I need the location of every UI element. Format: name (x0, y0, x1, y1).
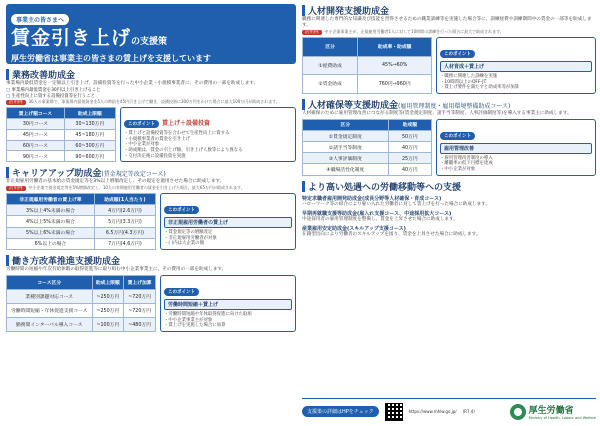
point-item: ・ 中小企業が対象 (440, 167, 592, 173)
point-title: 非正規雇用労働者の賃上げ (164, 217, 292, 228)
section-bar (302, 99, 305, 110)
section-bar (302, 181, 305, 192)
career-heading (6, 166, 296, 179)
jinzai-example (302, 29, 596, 35)
table-cell: ①経費助成 (303, 56, 358, 75)
table-row (303, 56, 432, 75)
gyomu-row (6, 107, 296, 162)
point-label: このポイント (164, 206, 199, 214)
kakuho-point-box (436, 119, 596, 176)
table-header: 区分 (303, 119, 389, 130)
table-cell: 45円コース (7, 129, 65, 140)
kakuho-point-list (440, 156, 592, 173)
table-row (7, 289, 156, 303)
point-item: ・ 賃金規定等の増額改定 (164, 230, 292, 236)
table-row (303, 153, 432, 164)
table-cell: ~100万円 (92, 317, 124, 331)
gyomu-checklist (6, 88, 296, 99)
table-row (7, 118, 116, 129)
point-item: ・ 助成額は、賃金の引上げ額、引き上げ人数等により異なる (124, 148, 292, 154)
section-bar (6, 69, 9, 80)
table-cell: 40万円 (388, 142, 431, 153)
career-example-text: 中小企業で賃金規定等を5%増額改定し、10人の有期雇用労働者の賃金を引き上げた場合、最大65万円が助成されます。 (28, 185, 245, 191)
yori-item-heading: 特定求職者雇用開発助成金(成長分野等人材確保・育成コース) (302, 195, 442, 202)
jinzai-desc: 職務に関連した専門的な知識及び技能を習得させるための職業訓練等を実施した場合等に、訓練経費や訓練期間中の賃金の一部等を助成します。 (302, 17, 592, 28)
hataraki-row (6, 275, 296, 332)
table-row (303, 130, 432, 141)
table-row (7, 317, 156, 331)
point-title: 雇用管理改善 (440, 143, 592, 154)
gyomu-example (6, 99, 296, 105)
kakuho-desc: 人材確保のために雇用管理改善につながる制度等(賃金規定制度、諸手当等制度、人事評価制度等)を導入する事業主に助成します。 (302, 110, 572, 116)
yori-item (302, 225, 596, 238)
jinzai-point-list (440, 74, 592, 91)
table-cell: 60~300万円 (64, 140, 115, 151)
point-item: ・ 離職率の低下目標を達成 (440, 161, 592, 167)
table-cell: 5万円(3.3万円) (94, 216, 155, 227)
point-item: ・ 小規模事業者の賃金を引き上げ (124, 137, 292, 143)
table-cell: 4万円(2.6万円) (94, 205, 155, 216)
table-header: 賃上げ額コース (7, 108, 65, 119)
table-cell: 90~600万円 (64, 151, 115, 162)
table-cell: ①賃金規定制度 (303, 130, 389, 141)
table-cell: ~250万円 (92, 289, 124, 303)
jinzai-row (302, 37, 596, 94)
jinzai-example-text: 中小企業事業主が、正規雇用労働者1人に対して10時間の訓練を行った場合に最大で助成されます。 (324, 29, 504, 34)
kakuho-heading (302, 98, 596, 111)
table-cell: ~720万円 (124, 289, 156, 303)
point-title: 労働時間短縮＋賃上げ (164, 299, 292, 310)
yori-item-text: 中途採用者の雇用管理制度を整備し、賃金を上昇させた場合に助成します。 (302, 216, 458, 222)
yori-item-heading: 産業雇用安定助成金(スキルアップ支援コース) (302, 225, 406, 232)
kakuho-title-suffix: (雇用管理制度・雇用環境整備助成コース) (398, 102, 511, 110)
table-cell: 45%→60% (358, 56, 432, 75)
point-item: ・ 中小企業が対象 (124, 142, 292, 148)
table-row (7, 129, 116, 140)
gyomu-point-box (120, 107, 296, 162)
mhlw-logo-icon (510, 404, 526, 420)
gyomu-title: 業務改善助成金 (12, 71, 76, 81)
table-cell: 50万円 (388, 130, 431, 141)
table-header: 助成率・助成額 (358, 38, 432, 57)
table-cell: 30~130万円 (64, 118, 115, 129)
hataraki-title: 働き方改革推進支援助成金 (12, 256, 121, 267)
example-tag: 活用例 (6, 100, 26, 105)
kakuho-title (308, 98, 510, 111)
logo-text-group (529, 403, 596, 420)
career-title (12, 166, 166, 179)
point-item: ・ ( )内は大企業の額 (164, 241, 292, 247)
table-header: 助成額 (388, 119, 431, 130)
logo-text: 厚生労働省 (528, 406, 574, 416)
jinzai-heading (302, 4, 596, 17)
logo-subtext: Ministry of Health, Labour and Welfare (528, 416, 596, 420)
table-row (7, 238, 156, 249)
section-bar (302, 5, 305, 16)
table-cell: 25万円 (388, 153, 431, 164)
table-cell: 労働時間短縮・年休促進支援コース (7, 303, 93, 317)
table-row (7, 216, 156, 227)
table-cell: 勤務間インターバル導入コース (7, 317, 93, 331)
table-row (303, 142, 432, 153)
point-item: ・ 賃上げ要件を満たすと助成率等が加算 (440, 85, 592, 91)
details-link-button[interactable]: 支援策の詳細はHPをチェック (302, 406, 379, 417)
table-cell: 5%以上6%未満の場合 (7, 227, 95, 238)
section-bar (6, 167, 9, 178)
table-cell: ~480万円 (124, 317, 156, 331)
hero-banner (6, 4, 296, 64)
footer (302, 398, 596, 424)
hataraki-point-box (160, 275, 296, 332)
table-row (7, 205, 156, 216)
table-cell: 3%以上4%未満の場合 (7, 205, 95, 216)
kakuho-table (302, 119, 432, 176)
table-cell: 90円コース (7, 151, 65, 162)
yori-item (302, 195, 596, 208)
hero-subtitle: 厚生労働省は事業主の皆さまの賃上げを支援しています (11, 54, 211, 63)
table-header: 助成上限額 (92, 275, 124, 289)
section-bar (6, 255, 9, 266)
table-cell: 30円コース (7, 118, 65, 129)
mhlw-logo (510, 403, 596, 420)
career-row (6, 193, 296, 250)
left-column (6, 4, 296, 422)
hataraki-desc: 労働時間の短縮や年次有給休暇の取得促進等に取り組む中小企業事業主に、その費用の一部を助成します。 (6, 266, 227, 272)
gyomu-heading (6, 68, 296, 81)
table-row (7, 227, 156, 238)
yori-heading (302, 180, 596, 193)
gyomu-desc: 事業場内最低賃金を一定額以上引き上げ、設備投資等を行った中小企業・小規模事業者に、その費用の一部を助成します。 (6, 81, 259, 86)
table-cell: ~720万円 (124, 303, 156, 317)
career-desc: 非正規雇用労働者の基本給の賃金規定等を3%以上増額改定し、その規定を適用させた場合に助成します。 (6, 179, 225, 185)
career-title-suffix: (賃金規定等改定コース) (101, 171, 166, 179)
hero-tag: 事業主の皆さまへ (11, 14, 69, 25)
table-cell: 760円→960円 (358, 75, 432, 94)
yori-item-heading: 早期再就職支援等助成金(雇入れ支援コース、中途採用拡大コース) (302, 210, 452, 217)
career-title-main: キャリアアップ助成金 (12, 169, 102, 180)
hero-title-main: 賃金引き上げ (11, 27, 132, 49)
kakuho-title-main: 人材確保等支援助成金 (308, 100, 399, 111)
career-point-list (164, 230, 292, 247)
point-item: ・ 雇用管理改善制度の導入 (440, 156, 592, 162)
gyomu-check-item: □ 生産性向上に資する設備投資等を行うこと (6, 94, 296, 100)
gyomu-example-text: 30人の事業場で、事業場内最低賃金を5人の時給を45円引き上げて働き、設備投資に300万円をかけた場合に最大100万円が助成されます。 (28, 99, 280, 105)
yori-title: より高い処遇への労働移動等への支援 (308, 182, 462, 193)
kakuho-row (302, 119, 596, 176)
point-item: ・ 非正規雇用労働者が対象 (164, 236, 292, 242)
yori-item (302, 210, 596, 223)
table-row (7, 303, 156, 317)
career-point-box (160, 193, 296, 250)
career-example (6, 185, 296, 191)
table-cell: 7万円(4.6万円) (94, 238, 155, 249)
table-header-row (303, 38, 432, 57)
yori-list (302, 195, 596, 238)
table-cell: 40万円 (388, 164, 431, 175)
point-label: このポイント (440, 132, 475, 140)
point-item: ・ 賃上げを実施した場合に加算 (164, 323, 292, 329)
table-header: 非正規雇用労働者の賃上げ率 (7, 194, 95, 205)
table-cell: 業種別課題対応コース (7, 289, 93, 303)
yori-item-text: 在籍型出向により労働者のスキルアップを図り、賃金を上昇させた場合に助成します。 (302, 231, 481, 237)
point-title: 人材育成＋賃上げ (440, 61, 592, 72)
point-label: このポイント (124, 120, 159, 128)
table-cell: 6.5万円(4.3万円) (94, 227, 155, 238)
table-header-row (303, 119, 432, 130)
table-header-row (7, 194, 156, 205)
table-header: 区分 (303, 38, 358, 57)
gyomu-point-list (124, 131, 292, 159)
example-tag: 活用例 (302, 30, 322, 35)
point-item: ・ 交付決定後に設備投資を実施 (124, 154, 292, 160)
table-row (303, 164, 432, 175)
footer-url[interactable]: https://www.mhlw.go.jp/ (408, 409, 457, 414)
point-item: ・ 職務に関連した訓練を実施 (440, 74, 592, 80)
table-cell: ②賃金助成 (303, 75, 358, 94)
point-item: ・ 10時間以上のOFF-JT (440, 80, 592, 86)
point-label: このポイント (164, 288, 199, 296)
jinzai-point-box (436, 37, 596, 94)
jinzai-table (302, 37, 432, 94)
table-header-row (7, 275, 156, 289)
yori-item-text: ハローワーク等の紹介により雇い入れた労働者に対して賃上げを行った場合に助成します。 (302, 201, 490, 207)
hero-title (11, 27, 291, 53)
table-cell: ②諸手当等制度 (303, 142, 389, 153)
point-label: このポイント (440, 50, 475, 58)
example-tag: 活用例 (6, 186, 26, 191)
footer-date: (R7.4) (462, 409, 475, 414)
gyomu-table (6, 107, 116, 162)
table-cell: 6%以上の場合 (7, 238, 95, 249)
table-cell: 4%以上5%未満の場合 (7, 216, 95, 227)
table-cell: ③人事評価制度 (303, 153, 389, 164)
jinzai-title: 人材開発支援助成金 (308, 7, 390, 17)
hataraki-point-list (164, 312, 292, 329)
table-header: 助成上限額 (64, 108, 115, 119)
career-table (6, 193, 156, 250)
table-cell: ④職場活性化制度 (303, 164, 389, 175)
hataraki-table (6, 275, 156, 332)
gyomu-check-item: □ 事業場内最低賃金を30円以上引き上げること (6, 88, 296, 94)
right-column (302, 4, 596, 422)
table-row (303, 75, 432, 94)
hero-title-suffix: の支援策 (131, 37, 168, 47)
table-row (7, 140, 116, 151)
table-header: コース区分 (7, 275, 93, 289)
table-cell: ~250万円 (92, 303, 124, 317)
table-header: 助成額(1人当たり) (94, 194, 155, 205)
qr-code-icon[interactable] (385, 403, 403, 421)
table-header: 賃上げ加算 (124, 275, 156, 289)
table-cell: 45~180万円 (64, 129, 115, 140)
point-title: 賃上げ＋設備投資 (162, 120, 211, 128)
point-item: ・ 賃上げと設備投資等を合わせて生産性向上に資する (124, 131, 292, 137)
table-row (7, 151, 116, 162)
hataraki-heading (6, 254, 296, 267)
point-item: ・ 労働時間短縮や年休取得促進に向けた取組 (164, 312, 292, 318)
table-header-row (7, 108, 116, 119)
table-cell: 60円コース (7, 140, 65, 151)
point-item: ・ 中小企業事業主が対象 (164, 318, 292, 324)
